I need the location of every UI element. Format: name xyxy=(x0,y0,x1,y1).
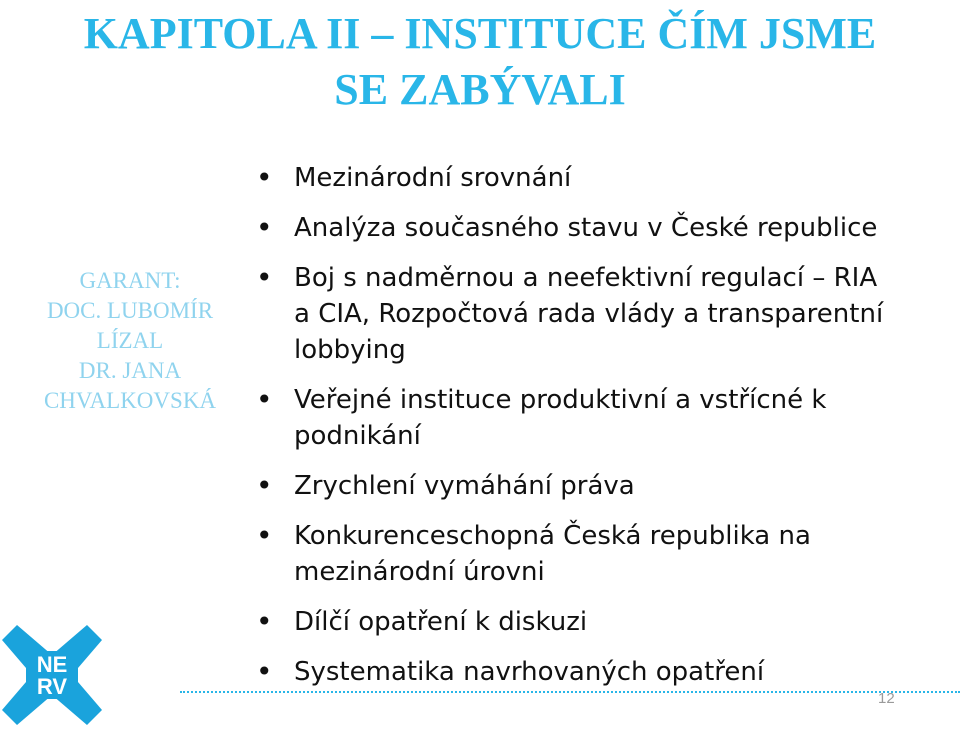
bullet-line: podnikání xyxy=(294,421,421,451)
bullet-line: • Boj s nadměrnou a neefektivní regulací – RIA xyxy=(294,263,878,293)
bullet-list-container xyxy=(256,160,946,704)
bullet-line: • Mezinárodní srovnání xyxy=(294,163,572,193)
slide-title xyxy=(0,6,960,118)
bullet-item xyxy=(256,518,946,590)
guarantor-line: DOC. LUBOMÍR xyxy=(46,298,214,323)
guarantor-sidebar xyxy=(12,266,248,416)
bullet-item xyxy=(256,210,946,246)
bullet-line: • Konkurenceschopná Česká republika na xyxy=(294,521,811,551)
guarantor-line: GARANT: xyxy=(79,268,181,293)
guarantor-line: LÍZAL xyxy=(96,328,164,353)
logo-text-top: NE xyxy=(36,652,68,677)
bullet-line: • Analýza současného stavu v České republice xyxy=(294,213,878,243)
bullet-line: • Dílčí opatření k diskuzi xyxy=(294,607,588,637)
bullet-line: • Zrychlení vymáhání práva xyxy=(294,471,635,501)
bullet-line: mezinárodní úrovni xyxy=(294,557,545,587)
bullet-item xyxy=(256,382,946,454)
guarantor-line: CHVALKOVSKÁ xyxy=(43,388,217,413)
bullet-item xyxy=(256,260,946,368)
bullet-line: • Systematika navrhovaných opatření xyxy=(294,657,765,687)
bullet-item xyxy=(256,604,946,640)
bullet-line: • Veřejné instituce produktivní a vstřícné k xyxy=(294,385,827,415)
bullet-item xyxy=(256,160,946,196)
guarantor-line: DR. JANA xyxy=(78,358,182,383)
bullet-list xyxy=(256,160,946,690)
slide-title-line-1: KAPITOLA II – INSTITUCE ČÍM JSME xyxy=(83,9,877,58)
page-number: 12 xyxy=(878,690,895,707)
slide-title-line-2: SE ZABÝVALI xyxy=(334,65,626,114)
bullet-line: a CIA, Rozpočtová rada vlády a transparentní xyxy=(294,299,884,329)
bullet-item xyxy=(256,468,946,504)
footer-divider xyxy=(180,691,960,693)
nerv-logo-icon xyxy=(2,625,102,725)
bullet-item xyxy=(256,654,946,690)
bullet-line: lobbying xyxy=(294,335,406,365)
logo-text-bottom: RV xyxy=(36,674,68,699)
